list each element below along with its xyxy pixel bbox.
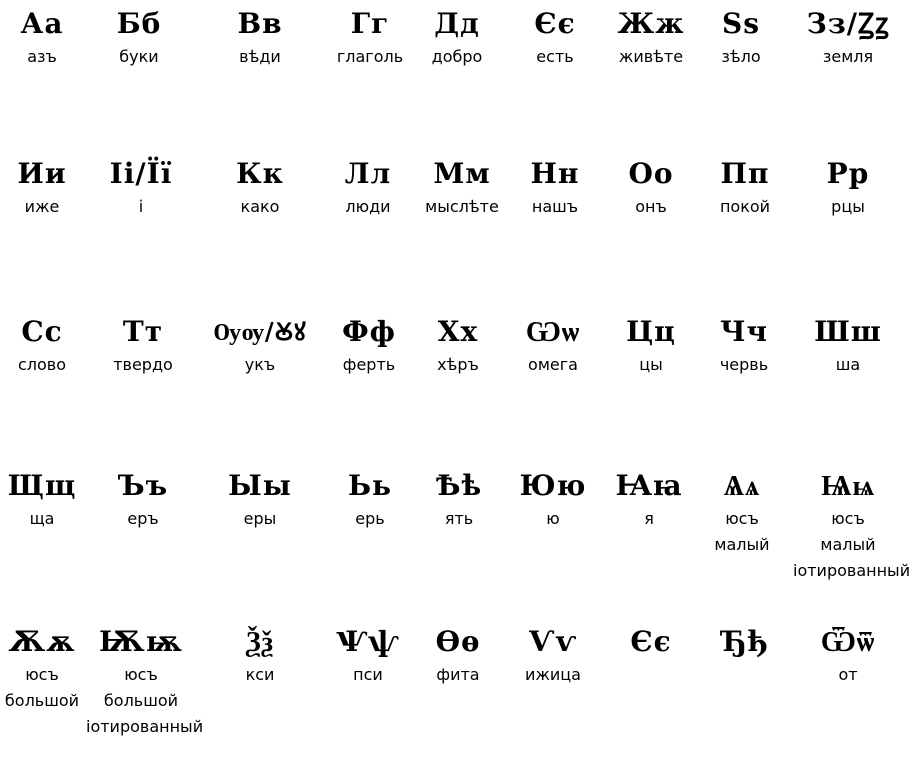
letter-name: еры [243,509,277,528]
letter-cell [686,4,796,70]
letter-cell [0,4,97,70]
letter-glyph: Гг [350,7,390,40]
letter-glyph: Єє [630,625,672,658]
letter-glyph: Щщ [7,469,77,502]
letter-name: омега [528,355,578,374]
letter-name: юсъ малый iотированный [793,509,911,580]
letter-glyph: Ѭѭ [99,625,183,658]
letter-name: мыслѣте [425,197,499,216]
letter-cell [84,4,194,70]
letter-name: хѣръ [437,355,479,374]
letter-name: ша [835,355,861,374]
letter-glyph: Вв [237,7,283,40]
letter-cell [498,312,608,378]
letter-glyph: Ѧѧ [723,469,761,502]
letter-cell [690,154,800,220]
letter-glyph: Ыы [228,469,292,502]
letter-cell [689,312,799,378]
letter-glyph: Ѵѵ [528,625,578,658]
letter-glyph: Цц [626,315,676,348]
letter-cell [205,154,315,220]
letter-name: я [644,509,654,528]
letter-name: укъ [244,355,276,374]
letter-glyph: Ии [17,157,67,190]
letter-glyph: Ѡѡ [525,315,581,348]
letter-glyph: Аа [20,7,64,40]
letter-cell [403,622,513,688]
letter-glyph: Пп [720,157,770,190]
letter-name: ижица [525,665,581,684]
letter-name: добро [431,47,483,66]
letter-cell [0,312,97,378]
letter-name: і [138,197,144,216]
letter-cell [86,154,196,220]
letter-name: юсъ малый [714,509,770,554]
letter-cell [690,622,800,662]
letter-cell [0,466,97,532]
letter-name: ю [546,509,560,528]
letter-name: слово [17,355,67,374]
letter-glyph: Ѳѳ [435,625,481,658]
letter-cell [793,312,903,378]
letter-glyph: Чч [719,315,769,348]
letter-glyph: Фф [342,315,396,348]
letter-name: ферть [342,355,396,374]
letter-name: нашъ [531,197,579,216]
letter-glyph: Зз/Ꙁꙁ [806,7,890,40]
letter-glyph: Лл [344,157,392,190]
letter-cell [500,4,610,70]
letter-name: иже [24,197,60,216]
letter-glyph: Іі/Її [109,157,173,190]
letter-glyph: Ьь [347,469,393,502]
letter-cell [793,466,911,584]
letter-cell [793,154,903,220]
letter-name: глаголь [336,47,404,66]
letter-glyph: Жж [617,7,685,40]
letter-glyph: Рр [826,157,870,190]
letter-glyph: Ѣѣ [435,469,483,502]
letter-name: есть [536,47,574,66]
letter-cell [793,622,903,688]
letter-name: ять [444,509,474,528]
letter-name: юсъ большой iотированный [86,665,204,736]
letter-cell [86,622,204,740]
letter-glyph: Юю [519,469,587,502]
letter-cell [403,312,513,378]
letter-cell [205,312,315,378]
letter-cell [498,622,608,688]
letter-glyph: Шш [814,315,882,348]
letter-cell [205,622,315,688]
letter-glyph: Ѕѕ [722,7,760,40]
letter-glyph: Ѯѯ [245,625,275,658]
letter-name: ерь [355,509,385,528]
letter-name: онъ [635,197,667,216]
letter-glyph: Ђђ [721,625,769,658]
letter-cell [498,466,608,532]
letter-name: ща [29,509,55,528]
letter-glyph: Кк [236,157,284,190]
letter-cell [402,4,512,70]
letter-cell [793,4,903,70]
letter-name: како [240,197,280,216]
letter-cell [500,154,610,220]
letter-cell [0,154,97,220]
letter-name: покой [719,197,771,216]
letter-glyph: Дд [434,7,480,40]
letter-name: буки [119,47,159,66]
letter-name: азъ [27,47,57,66]
letter-cell [205,4,315,70]
letter-name: кси [245,665,275,684]
letter-glyph: Бб [116,7,162,40]
letter-name: фита [436,665,480,684]
letter-glyph: Сс [21,315,63,348]
letter-glyph: Нн [530,157,580,190]
letter-glyph: Тт [122,315,164,348]
letter-name: еръ [127,509,159,528]
letter-glyph: Ъъ [117,469,169,502]
letter-glyph: Ѫѫ [8,625,76,658]
letter-glyph: Ѱѱ [336,625,400,658]
letter-glyph: Ѩѩ [820,469,876,502]
letter-name: цы [639,355,663,374]
letter-name: от [838,665,858,684]
letter-glyph: Ѹѹ/Ꙋꙋ [213,317,307,346]
letter-name: червь [719,355,769,374]
letter-glyph: Оо [628,157,674,190]
letter-name: люди [345,197,391,216]
letter-name: юсъ большой [4,665,80,710]
letter-cell [0,622,97,714]
letter-name: вѣди [239,47,281,66]
letter-name: зѣло [721,47,761,66]
letter-cell [205,466,315,532]
letter-cell [88,466,198,532]
letter-name: пси [353,665,383,684]
letter-name: земля [822,47,874,66]
letter-glyph: Ꙗꙗ [615,469,683,502]
letter-glyph: Мм [433,157,491,190]
letter-name: твердо [113,355,173,374]
letter-cell [88,312,198,378]
letter-name: рцы [831,197,865,216]
letter-glyph: Єє [534,7,576,40]
letter-glyph: Хх [437,315,479,348]
letter-name: живѣте [618,47,684,66]
letter-glyph: Ѿѿ [820,625,876,658]
letter-cell [687,466,797,558]
